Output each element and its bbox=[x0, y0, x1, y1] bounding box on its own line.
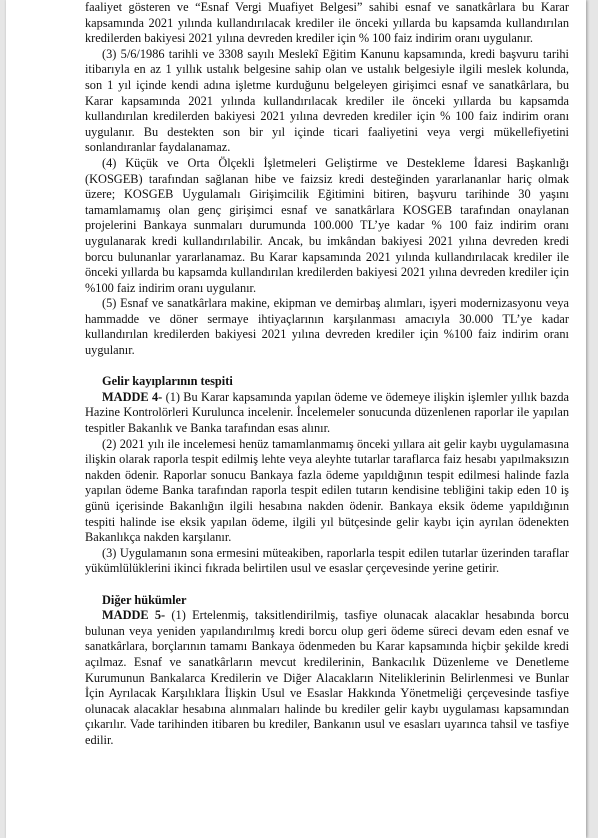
article-4-text: (1) Bu Karar kapsamında yapılan ödeme ve ödemeye ilişkin işlemler yıllık bazda Hazine Kontrolörleri Kurulunca incelenir. İncelemeler sonucunda düzenlenen raporlar ile yapılan tespitler Bakanlık ve Banka tarafından esas alınır. bbox=[85, 389, 569, 436]
article-4-paragraph-1 bbox=[85, 390, 569, 437]
paragraph-5: (5) Esnaf ve sanatkârlara makine, ekipman ve demirbaş alımları, işyeri modernizasyonu veya hammadde ve döner sermaye ihtiyaçlarının karşılanması amacıyla 30.000 TL’ye kadar kullandırılan kredilerden bakiyesi 2021 yılına devreden krediler için %100 faiz indirim oranı uygulanır. bbox=[85, 296, 569, 358]
article-5-label: MADDE 5- bbox=[102, 608, 166, 623]
paragraph-3: (3) 5/6/1986 tarihli ve 3308 sayılı Meslekî Eğitim Kanunu kapsamında, kredi başvuru tarihi itibarıyla en az 1 yıllık ustalık belgesine sahip olan ve ustalık belgesiyle ilgili meslek kolunda, son 1 yıl içinde kendi adına işletme kurduğunu belgeleyen girişimci esnaf ve sanatkârlara, bu Karar kapsamında 2021 yılında kullandırılacak krediler ile önceki yıllarda bu kapsamda kullandırılan kredilerden bakiyesi 2021 yılına devreden krediler için % 100 faiz indirim oranı uygulanır. Bu destekten son bir yıl içinde ticari faaliyetini veya vergi mükellefiyetini sonlandıranlar faydalanamaz. bbox=[85, 46, 569, 155]
article-5-text: (1) Ertelenmiş, taksitlendirilmiş, tasfiye olunacak alacaklar hesabında borcu bulunan veya yeniden yapılandırılmış kredi borcu olup geri ödeme süreci devam eden esnaf ve sanatkârlara, borçlarının tamamı Bankaya ödenmeden bu Karar kapsamında hiçbir şekilde kredi açılmaz. Esnaf ve sanatkârların mevcut kredilerinin, Bankacılık Düzenleme ve Denetleme Kurumunun Bankalarca Kredilerin ve Diğer Alacakların Niteliklerinin Belirlenmesi ve Bunlar İçin Ayrılacak Karşılıklara İlişkin Usul ve Esaslar Hakkında Yönetmeliği çerçevesinde tasfiye olunacak alacaklar hesabına alınmaları halinde bu krediler gelir kaybı uygulaması kapsamından çıkarılır. Vade tarihinden itibaren bu krediler, Bankanın usul ve esasları uyarınca tahsil ve tasfiye edilir. bbox=[85, 608, 569, 747]
article-4-label: MADDE 4- bbox=[102, 389, 163, 404]
article-4-paragraph-2: (2) 2021 yılı ile incelemesi henüz tamamlanmamış önceki yıllara ait gelir kaybı uygulamasına ilişkin olarak raporla tespit edilmiş lehte veya aleyhte tutarlar taraflarca faiz hesabı yapılmaksızın nakden ödenir. Raporlar sonucu Bankaya fazla ödeme yapıldığının tespit edilmesi halinde fazla yapılan ödeme Banka tarafından raporla tespit edilen tutarın kendisine tebliğini takip eden 10 iş günü içerisinde Bakanlığın ilgili hesabına nakden ödenir. Bankaya eksik ödeme yapıldığının tespiti halinde ise eksik yapılan ödeme, ilgili yıl bütçesinde gelir kaybı için ayrılan ödenekten Bakanlıkça nakden karşılanır. bbox=[85, 436, 569, 545]
spacer bbox=[85, 359, 569, 375]
spacer bbox=[85, 577, 569, 593]
paragraph-continuation: faaliyet gösteren ve “Esnaf Vergi Muafiyet Belgesi” sahibi esnaf ve sanatkârlara bu Karar kapsamında 2021 yılında kullandırılacak krediler ile önceki yıllarda bu kapsamda kullandırılan kredilerden bakiyesi 2021 yılına devreden krediler için % 100 faiz indirim oranı uygulanır. bbox=[85, 0, 569, 46]
document-body bbox=[85, 0, 569, 749]
article-5-paragraph-1 bbox=[85, 608, 569, 748]
section-heading-income-loss: Gelir kayıplarının tespiti bbox=[102, 374, 233, 389]
section-heading-other-provisions: Diğer hükümler bbox=[102, 592, 187, 607]
article-4-paragraph-3: (3) Uygulamanın sona ermesini müteakiben, raporlarla tespit edilen tutarlar üzerinden taraflar yükümlülüklerini ikinci fıkrada belirtilen usul ve esaslar çerçevesinde yerine getirir. bbox=[85, 545, 569, 576]
paragraph-4: (4) Küçük ve Orta Ölçekli İşletmeleri Geliştirme ve Destekleme İdaresi Başkanlığı (KOSGEB) tarafından sağlanan hibe ve faizsiz kredi desteğinden yararlananlar hariç olmak üzere; KOSGEB Uygulamalı Girişimcilik Eğitimini bitiren, başvuru tarihinde 30 yaşını tamamlamamış olan genç girişimci esnaf ve sanatkârlara KOSGEB tarafından onaylanan projelerini Bankaya sunmaları durumunda 100.000 TL’ye kadar % 100 faiz indirim oranı uygulanarak kredi kullandırılabilir. Ancak, bu imkândan bakiyesi 2021 yılına devreden kredi borcu bulunanlar yararlanamaz. Bu Karar kapsamında 2021 yılında kullandırılacak krediler ile önceki yıllarda bu kapsamda kullandırılan kredilerden bakiyesi 2021 yılına devreden krediler için %100 faiz indirim oranı uygulanır. bbox=[85, 155, 569, 295]
document-page bbox=[6, 0, 586, 838]
